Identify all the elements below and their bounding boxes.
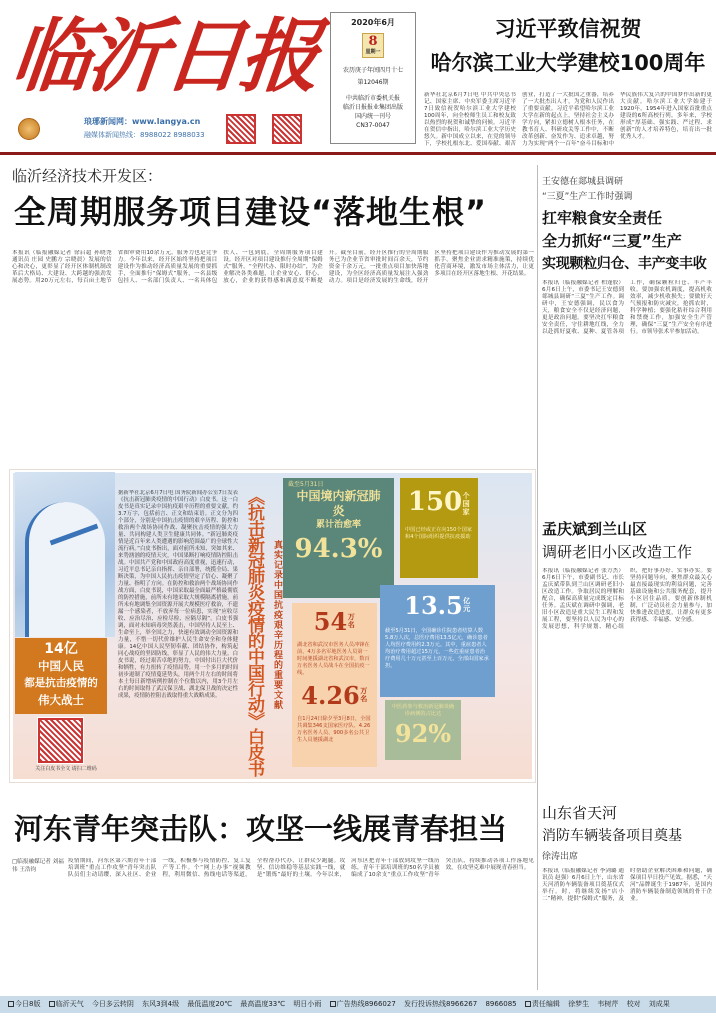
main-kicker: 临沂经济技术开发区： — [12, 167, 163, 185]
stat-value: 54 — [313, 607, 348, 636]
whitepaper-article-body: 据新华社北京6月7日电 国务院新闻办公室7日发表《抗击新冠肺炎疫情的中国行动》白皮书。这一白皮书是真实记录中国抗疫艰辛历程的重要文献，约3.7万字，包括前言、正文和结束语。正文分为四个部分，分别是中国抗击疫情的艰辛历程、防控和救治两个战场协同作战、凝聚抗击疫情的强大力量、共同构建人类卫生健康共同体。“新冠肺炎疫情是近百年来人类遭遇的影响范围最广的全球性大流行病。”白皮书指出，面对前所未知、突如其来、来势汹汹的疫情天灾，中国果断打响疫情防控阻击战。中国共产党和中国政府高度重视，迅速行动，习近平总书记亲自指挥、亲自部署，统揽全局、果断决策，为中国人民抗击疫情坚定了信心、凝聚了力量、指明了方向。在防控和救治两个战场协同作战方面，白皮书说，中国采取最全面最严格最彻底的防控措施，前所未有地采取大规模隔离措施，前所未有地调集全国资源开展大规模医疗救治，不遗漏一个感染者，不放弃每一位病患，实现“应收尽收、应治尽治、应检尽检、应隔尽隔”。白皮书强调，面对未知病毒突然袭击，中国坚持人民至上、生命至上，举全国之力，快速有效调动全国资源和力量，不惜一切代价维护人民生命安全和身体健康。14亿中国人民坚韧奉献、团结协作，构筑起同心战疫的坚固防线，彰显了人民的伟大力量。白皮书说，经过艰苦卓绝的努力，中国付出巨大代价和牺牲，有力扭转了疫情局势，用一个多月的时间初步遏制了疫情蔓延势头，用两个月左右的时间将本土每日新增病例控制在个位数以内，用3个月左右的时间取得了武汉保卫战、湖北保卫战的决定性成果，疫情防控阻击战取得重大战略成果。 — [118, 490, 238, 699]
ad-hotline: 广告热线8966027 — [336, 1000, 396, 1008]
serial-label: 国内统一刊号 — [354, 113, 391, 120]
proofreader: 刘成果 — [648, 1000, 670, 1008]
proof-label: 校对 — [626, 1000, 641, 1008]
qr-caption: 关注白皮书全文 请扫二维码 — [35, 766, 97, 772]
right-story1-title2: 全力抓好“三夏”生产 — [542, 232, 682, 250]
masthead-divider — [0, 152, 716, 155]
lead-headline-line2: 哈尔滨工业大学建校100周年 — [430, 51, 706, 75]
lead-story-body: 新华社北京6月7日电 中共中央总书记、国家主席、中央军委主席习近平7日致信祝贺哈尔滨工业大学建校100周年，向全校师生员工和校友致以热烈的祝贺和诚挚的问候。习近平在贺信中指出，哈尔滨工业大学历史悠久。新中国成立以来，在党的领导下，学校扎根东北、爱国奉献、艰苦创业，打造了一大批国之重器，培养了一大批杰出人才，为党和人民作出了重要贡献。习近平希望哈尔滨工业大学在新的起点上，坚持社会主义办学方向，紧扣立德树人根本任务，在教书育人、科研攻关等工作中，不断改革创新、奋发作为、追求卓越，努力为实现“两个一百年”奋斗目标和中华民族伟大复兴的中国梦作出新的更大贡献。哈尔滨工业大学始建于1920年，1954年进入国家首批重点建设的6所高校行列。多年来，学校形成“厚基础、强实践、严过程、求创新”的人才培养特色，培育出一批优秀人才。 — [424, 92, 712, 147]
right-story1-title3: 实现颗粒归仓、丰产变丰收 — [542, 256, 707, 272]
slogan-line: 14亿 — [44, 641, 78, 657]
weather-today: 今日多云转阴 — [91, 1000, 134, 1008]
right-story1-body: 本报讯（临报融媒记者 柏蓬胶）6月6日上午，市委书记王安德到郯城县调研“三夏”生产工作。调研中，王安德强调，民以食为天，粮食安全不仅是经济问题，更是政治问题。要坚决扛牢粮食安全责任，守住耕地红线，全力以赴抓好夏收、夏种、夏管各项工作，确保颗粒归仓、丰产丰收。要加强农机调度，提高机收效率，减少机收损失；要做好天气预报和防灾减灾，抢抓农时，科学种植；要强化秸秆综合利用和禁烧工作，加强安全生产管理，确保“三夏”生产安全有序进行。市领导张术平参加活动。 — [542, 280, 712, 335]
stat-medical-cost — [380, 585, 495, 697]
stat-medical-staff — [292, 603, 377, 767]
editor-label: 责任编辑 — [531, 1000, 560, 1008]
stat-value: 13.5 — [404, 591, 463, 620]
serial-number: CN37-0047 — [356, 122, 390, 129]
right-story2-body: 本报讯（临报融媒记者 张方杰）6月6日下午，市委副书记、市长孟庆斌带队到兰山区调研老旧小区改造工作。争取居民的理解和配合，确保高质量完成既定目标任务。孟庆斌在调研中强调，老旧小区改造是重大民生工程和发展工程，要坚持以人民为中心的发展思想，科学规划、精心组织，把好事办好、实事办实。要坚持问题导向，聚焦群众最关心最直接最现实的利益问题，完善基础设施和公共服务配套，提升小区居住品质。要创新体制机制，广泛动员社会力量参与，加快推进改造进度，让群众有更多获得感、幸福感、安全感。 — [542, 568, 712, 630]
stat-value: 150 — [407, 487, 463, 517]
right-story1-kicker2: “三夏”生产工作时强调 — [542, 192, 633, 202]
page-count: 今日8版 — [15, 1000, 41, 1008]
bottom-story-body: 疫情期间，河东区第六期青年干部培训班“重点工作攻坚”青年突击队队员们主动请缨，深入社区、企业一线，积极参与疫情防控、复工复产等工作。个“网上办事”视频教程，利用微信、热线电话等渠道，全程帮办代办，让群众少跑腿。攻坚、信访维稳等基层实践一线，就是“锻炼”最好的土壤。今年以来，河东区把青年干部放到攻坚一线历练，青年干部培训班的50名学员被编成了10余支“重点工作攻坚”青年突击队，持续推动各项工作落地见效，在攻坚克难中展现青春担当。 — [68, 858, 534, 878]
designer: 韦树芹 — [597, 1000, 619, 1008]
whitepaper-qr-code-icon — [38, 718, 83, 763]
qr-code-icon — [226, 114, 256, 144]
slogan-line: 都是抗击疫情的 — [24, 677, 98, 689]
slogan-box — [15, 638, 107, 714]
main-headline: 全周期服务项目建设“落地生根” — [14, 193, 488, 231]
issue-number: 第12046期 — [357, 79, 389, 86]
stat-label: 中医药参与救治新冠肺炎确诊病例的占比达 — [391, 704, 455, 717]
stat-desc: 截至5月31日，全国确诊住院患者结算人数5.8万人次，总医疗费用13.5亿元，确诊患者人均医疗费用约2.3万元。其中，重症患者人均治疗费用超过15万元，一些危重症患者治疗费用几十万元甚至上百万元，全部由国家承担。 — [385, 628, 489, 669]
right-story3-body: 本报讯（临报融媒记者 李剑璐 通讯员 赵强）6月6日上午，山东省天河消防车辆装备项目奠基仪式举行。时，将继续发扬“店小二”精神，提供“保姆式”服务，及时帮助企业解决困难和问题，确保项目早日投产见效。据悉，“天河”品牌诞生于1987年，是国内消防车辆装备制造领域的骨干企业。 — [542, 868, 712, 902]
day: 8 — [368, 34, 378, 49]
emblem-icon — [18, 118, 78, 140]
right-story2-title2: 调研老旧小区改造工作 — [542, 543, 693, 561]
year-month: 2020年6月 — [351, 18, 395, 27]
right-story2-title1: 孟庆斌到兰山区 — [542, 520, 648, 538]
stat-value: 92% — [394, 719, 452, 748]
stat-kicker: 截至5月31日 — [288, 481, 324, 488]
complaint-hotline: 发行投诉热线8966267 — [404, 1000, 478, 1008]
tomorrow-weather: 明日小雨 — [293, 1000, 322, 1008]
medical-worker-photo — [15, 472, 115, 637]
news-hotline: 融媒体新闻热线：8988022 8988033 — [84, 131, 205, 139]
right-story3-title1: 山东省天河 — [542, 804, 618, 822]
right-story1-kicker1: 王安德在郯城县调研 — [542, 177, 624, 187]
low-temp: 最低温度20℃ — [187, 1000, 233, 1008]
stat-cure-rate — [283, 478, 394, 598]
stat-sublabel: 累计治愈率 — [315, 520, 361, 530]
publisher-group: 临沂日报报业集团出版 — [342, 104, 403, 111]
stat-label: 中国境内新冠肺炎 — [296, 489, 381, 518]
complaint-hotline-2: 8966085 — [485, 1000, 517, 1008]
masthead-logo: 临沂日报 — [7, 9, 321, 103]
column-divider — [537, 165, 538, 990]
day-number — [362, 33, 384, 58]
right-story1-title1: 扛牢粮食安全责任 — [542, 209, 663, 227]
slogan-line: 中国人民 — [38, 659, 84, 673]
footer-bar — [0, 996, 716, 1013]
whitepaper-title: 《抗击新冠肺炎疫情的中国行动》白皮书 — [244, 488, 264, 776]
editor: 徐梦生 — [568, 1000, 590, 1008]
publisher: 中共临沂市委机关报 — [345, 95, 400, 102]
lead-headline-line1: 习近平致信祝贺 — [494, 17, 642, 41]
stat-desc: 自1月24日除夕至3月8日，全国共调集346支国家医疗队、4.26万名医务人员、900多名公共卫生人员驰援湖北 — [297, 716, 371, 743]
stat-tcm-ratio — [385, 700, 461, 760]
qr-code-icon — [272, 114, 302, 144]
right-story3-title2: 消防车辆装备项目奠基 — [542, 828, 682, 844]
main-story-body: 本报讯（临报融媒记者 徐启超 孙晓尧 通讯员 庄园 史鹏方 宗晓晨）发展的信心和决心，更彰显了经开区体制机制改革后大格局、大建设、大跨越的强劲发展态势。用20万元左右，每百亩土地节省图审费用10余万元。服务力也是竞争力。今年以来，经开区始终坚持把项目建设作为推动经济高质量发展的重要抓手，全面推行“保姆式”服务，一名县级包挂人、一名部门负责人、一名具体包扶人、一包到底，全周期服务项目建设。经开区对项目建设推行全周期“保姆式”服务，“全程代办、限时办结”，为企业解决各类难题，让企业安心、舒心、放心，企业的获得感和满意度不断提升。截至目前，经开区推行的全周期服务已为企业节省审批时间百余天，节约资金千余万元，一批重点项目加快落地建设，为全区经济高质量发展注入强劲动力。项目是经济发展的生命线，经开区坚持把项目建设作为推动发展的第一抓手，聚焦企业需求精准施策，持续优化营商环境，激发市场主体活力，让更多项目在经开区落地生根、开花结果。 — [12, 250, 534, 284]
wind: 东风3到4级 — [142, 1000, 180, 1008]
stat-unit: 万名 — [360, 687, 368, 703]
stat-desc: 中国已经或正在向150个国家和4个国际组织提供抗疫援助 — [405, 527, 472, 540]
bottom-headline: 河东青年突击队：攻坚一线展青春担当 — [14, 812, 508, 846]
stat-unit: 个国家 — [462, 492, 470, 516]
high-temp: 最高温度33℃ — [240, 1000, 286, 1008]
slogan-line: 伟大战士 — [38, 693, 84, 707]
whitepaper-subtitle: 真实记录中国抗疫艰辛历程的重要文献 — [272, 540, 282, 710]
stat-unit: 万名 — [347, 613, 355, 629]
bottom-byline: □临报融媒记者 刘福伟 王浩钧 — [12, 859, 64, 873]
stat-unit: 亿元 — [463, 597, 471, 613]
weekday: 星期一 — [365, 49, 381, 55]
stat-value: 4.26 — [301, 681, 360, 710]
stat-countries — [400, 478, 478, 578]
lunar-date: 农历庚子年闰四月十七 — [342, 67, 403, 74]
date-box — [330, 12, 416, 144]
right-story3-kicker: 徐涛出席 — [542, 852, 579, 862]
weather-label: 临沂天气 — [55, 1000, 84, 1008]
stat-value: 94.3% — [294, 534, 383, 564]
website-link[interactable]: 琅琊新闻网：www.langya.cn — [84, 117, 201, 126]
stat-desc: 湖北省和武汉市医务人员冲锋在前，4万多名军地医务人员第一时间驰援湖北省和武汉市，数百万名医务人员战斗在全国抗疫一线。 — [297, 642, 370, 676]
